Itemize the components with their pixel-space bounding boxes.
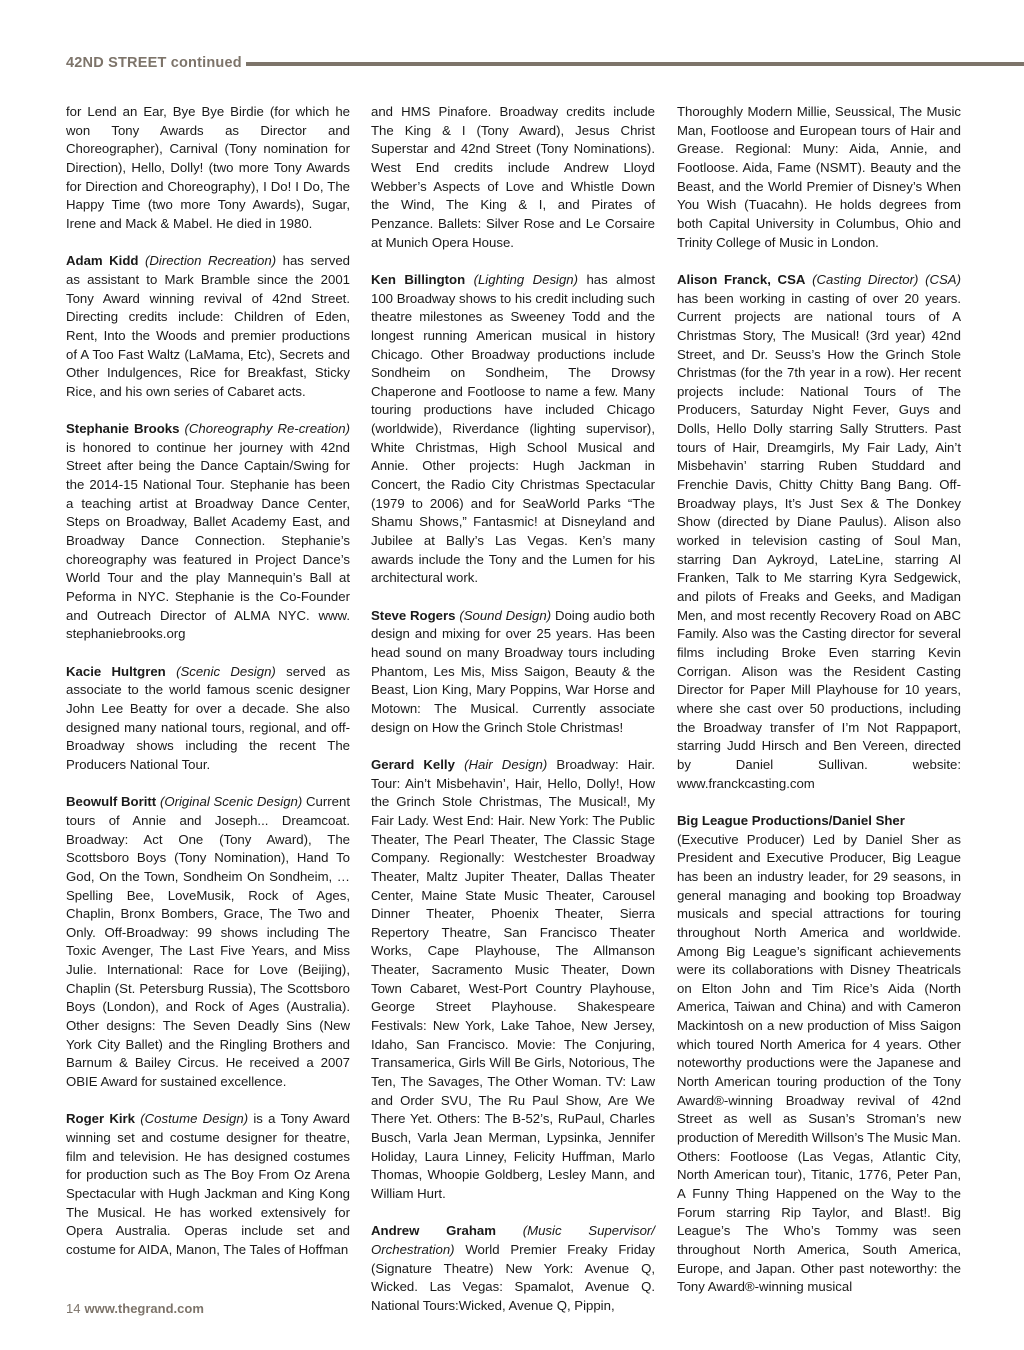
page-footer bbox=[66, 1301, 204, 1316]
bio-paragraph bbox=[677, 271, 961, 793]
bio-role: (Direction Recreation) bbox=[145, 253, 277, 269]
bio-paragraph bbox=[371, 271, 655, 588]
bio-text: Current tours of Annie and Joseph... Dreamcoat. Broadway: Act One (Tony Award), The Scottsboro Boys (Tony Nomination), Hand To God, On the Town, Sondheim On Sondheim, …Spelling Bee, LoveMusik, Rock of Ages, Chaplin, Bronx Bombers, Grace, The Two and Only. Off-Broadway: 99 shows including The Toxic Avenger, The Last Five Years, and Miss Julie. International: Race for Love (Beijing), Chaplin (St. Petersburg Russia), The Scottsboro Boys (London), and Rock of Ages (Australia). Other designs: The Seven Deadly Sins (New York City Ballet) and the Ringling Brothers and Barnum & Bailey Circus. He received a 2007 OBIE Award for sustained excellence. bbox=[66, 794, 351, 1090]
bio-text: has been working in casting of over 20 years. Current projects are national tours of A Christmas Story, The Musical! (3rd year) 42nd Street, and Dr. Seuss’s How the Grinch Stole Christmas (for the 7th year in a row). Her recent projects include: National Tours of The Producers, Saturday Night Fever, Guys and Dolls, Hello Dolly starring Sally Strutters. Past tours of Hair, Dreamgirls, My Fair Lady, Ain’t Misbehavin’ starring Ruben Studdard and Frenchie Davis, Chitty Chitty Bang Bang. Off-Broadway plays, It’s Just Sex & The Donkey Show (directed by Diane Paulus). Alison also worked in television casting of Soul Man, starring Dan Aykroyd, LateLine, starring Al Franken, Talk to Me starring Kyra Sedgewick, and pilots of Freaks and Geeks, and Madigan Men, and most recently Recovery Road on ABC Family. Also was the Casting director for several films including Broke Even starring Kevin Corrigan. Alison was the Resident Casting Director for Paper Mill Playhouse for 10 years, where she cast over 50 productions, including the Broadway transfer of I’m Not Rappaport, starring Judd Hirsch and Ben Vereen, directed by Daniel Sullivan. website: www.franckcasting.com bbox=[677, 290, 961, 791]
bio-role: (Choreography Re-creation) bbox=[184, 421, 351, 437]
bio-role: (Costume Design) bbox=[140, 1111, 249, 1127]
bio-name: Ken Billington bbox=[371, 271, 466, 287]
header-rule bbox=[246, 62, 1024, 66]
text-column-3 bbox=[677, 103, 961, 1295]
bio-paragraph bbox=[66, 793, 350, 1092]
bio-text: has served as assistant to Mark Bramble since the 2001 Tony Award winning revival of 42nd Street. Directing credits include: Children of Eden, Rent, Into the Woods and premier productions of A Too Fast Waltz (LaMama, Etc), Secrets and Other Indulgences, Rice for Breakfast, Sticky Rice, and his own series of Cabaret acts. bbox=[66, 253, 351, 399]
bio-role: (Hair Design) bbox=[464, 756, 548, 772]
bio-role: (Music Supervisor/ Orchestration) bbox=[371, 1223, 655, 1257]
bio-paragraph bbox=[66, 420, 350, 644]
bio-role: (Lighting Design) bbox=[473, 271, 579, 287]
page-number: 14 bbox=[66, 1301, 81, 1316]
bio-name: Steve Rogers bbox=[371, 607, 456, 623]
bio-paragraph: and HMS Pinafore. Broadway credits include The King & I (Tony Award), Jesus Christ Superstar and 42nd Street (Tony Nominations). West End credits include Andrew Lloyd Webber’s Aspects of Love and Whistle Down the Wind, The King & I, and Pirates of Penzance. Ballets: Silver Rose and Le Corsaire at Munich Opera House. bbox=[371, 104, 655, 250]
bio-role: (Casting Director) (CSA) bbox=[812, 271, 961, 287]
bio-role: (Scenic Design) bbox=[176, 663, 276, 679]
bio-paragraph bbox=[371, 1222, 655, 1315]
text-column-2 bbox=[371, 103, 656, 1313]
bio-name: Alison Franck, CSA bbox=[677, 271, 806, 287]
bio-text: is a Tony Award winning set and costume designer for theatre, film and television. He has designed costumes for production such as The Boy From Oz Arena Spectacular with Hugh Jackman and King Kong The Musical. He has worked extensively for Opera Australia. Operas include set and costume for AIDA, Manon, The Tales of Hoffman bbox=[66, 1111, 350, 1257]
bio-paragraph bbox=[66, 1110, 350, 1259]
bio-text: served as associate to the world famous scenic designer John Lee Beatty for over a decade. She also designed many national tours, regional, and off-Broadway shows including the recent The Producers National Tour. bbox=[66, 663, 350, 772]
bio-role: (Sound Design) bbox=[459, 607, 552, 623]
bio-paragraph: Thoroughly Modern Millie, Seussical, The Music Man, Footloose and European tours of Hair and Grease. Regional: Muny: Aida, Annie, and Footloose. Aida, Fame (NSMT). Beauty and the Beast, and the World Premier of Disney’s When You Wish (Tuacahn). He holds degrees from both Capital University in Columbus, Ohio and Trinity College of Music in London. bbox=[677, 104, 961, 250]
bio-paragraph: for Lend an Ear, Bye Bye Birdie (for which he won Tony Awards as Director and Choreographer), Carnival (Tony nomination for Direction), Hello, Dolly! (two more Tony Awards for Direction and Choreography), I Do! I Do, The Happy Time (two more Tony Awards), Sugar, Irene and Mack & Mabel. He died in 1980. bbox=[66, 104, 350, 231]
bio-name: Kacie Hultgren bbox=[66, 663, 166, 679]
bio-paragraph bbox=[66, 252, 350, 401]
bio-name: Roger Kirk bbox=[66, 1111, 135, 1127]
text-column-1 bbox=[66, 103, 350, 1283]
bio-name: Gerard Kelly bbox=[371, 756, 455, 772]
bio-text: has almost 100 Broadway shows to his credit including such theatre milestones as Sweeney Todd and the longest running American musical in history Chicago. Other Broadway productions include Sondheim on Sondheim, The Drowsy Chaperone and Footloose to name a few. Many touring productions have included Chicago (worldwide), Riverdance (lighting supervisor), White Christmas, High School Musical and Annie. Other projects: Hugh Jackman in Concert, the Radio City Christmas Spectacular (1979 to 2006) and for SeaWorld Parks “The Shamu Shows,” Fantasmic! at Disneyland and Jubilee at Bally’s Las Vegas. Ken’s many awards include the Tony and the Lumen for his architectural work. bbox=[371, 271, 655, 586]
bio-text: (Executive Producer) Led by Daniel Sher as President and Executive Producer, Big League has been an industry leader, for 29 seasons, in general managing and booking top Broadway musicals and special attractions for touring throughout North America and worldwide. Among Big League’s significant achievements were its collaborations with Disney Theatricals on Elton John and Tim Rice’s Aida (North America, Taiwan and China) and with Cameron Mackintosh on a new production of Miss Saigon which toured North America for 4 years. Other noteworthy productions were the Japanese and North American touring production of the Tony Award®-winning Broadway revival of 42nd Street as well as Susan’s Stroman’s new production of Meredith Willson’s The Music Man. Others: Footloose (Las Vegas, Atlantic City, North American tour), Titanic, 1776, Peter Pan, A Funny Thing Happened on the Way to the Forum starring Rip Taylor, and Blast!. Big League’s The Who’s Tommy was seen throughout North America, South America, Europe, and Japan. Other past noteworthy: the Tony Award®-winning musical bbox=[677, 831, 961, 1295]
bio-paragraph bbox=[66, 663, 350, 775]
website-link[interactable]: www.thegrand.com bbox=[84, 1301, 204, 1316]
bio-name: Stephanie Brooks bbox=[66, 421, 180, 437]
bio-paragraph bbox=[371, 607, 655, 738]
page-header bbox=[66, 52, 1024, 76]
bio-name: Adam Kidd bbox=[66, 253, 139, 269]
bio-text: Broadway: Hair. Tour: Ain’t Misbehavin’, Hair, Hello, Dolly!, How the Grinch Stole Christmas, The Musical!, My Fair Lady. West End: Hair. New York: The Public Theater, The Pearl Theater, The Classic Stage Company. Regionally: Westchester Broadway Theater, Maltz Jupiter Theater, Dallas Theater Center, Maine State Music Theater, Carousel Dinner Theater, Phoenix Theater, Sierra Repertory Theatre, San Francisco Theater Works, Cape Playhouse, The Allmanson Theater, Sacramento Music Theater, Down Town Cabaret, West-Port Country Playhouse, George Street Playhouse. Shakespeare Festivals: New York, Lake Tahoe, New Jersey, Idaho, San Francisco. Movie: The Conjuring, Transamerica, Girls Will Be Girls, Notorious, The Ten, The Savages, The Other Woman. TV: Law and Order SVU, The Ru Paul Show, Are We There Yet. Others: The B-52’s, RuPaul, Charles Busch, Varla Jean Merman, Lypsinka, Jennifer Holiday, Laura Linney, Felicity Huffman, Marlo Thomas, Whoopie Goldberg, Lesley Mann, and William Hurt. bbox=[371, 756, 655, 1202]
bio-text: World Premier Freaky Friday (Signature Theatre) New York: Avenue Q, Wicked. Las Vegas: Spamalot, Avenue Q. National Tours:Wicked, Avenue Q, Pippin, bbox=[371, 1241, 655, 1313]
bio-name: Beowulf Boritt bbox=[66, 794, 157, 810]
bio-role: (Original Scenic Design) bbox=[159, 794, 303, 810]
bio-text: Doing audio both design and mixing for over 25 years. Has been head sound on many Broadway tours including Phantom, Les Mis, Miss Saigon, Beauty & the Beast, Lion King, Mary Poppins, War Horse and Motown: The Musical. Currently associate design on How the Grinch Stole Christmas! bbox=[371, 607, 656, 735]
section-title: 42ND STREET continued bbox=[66, 55, 242, 71]
bio-name: Big League Productions/Daniel Sher bbox=[677, 812, 905, 828]
bio-name: Andrew Graham bbox=[371, 1223, 496, 1239]
bio-paragraph bbox=[371, 756, 655, 1204]
bio-text: is honored to continue her journey with 42nd Street after being the Dance Captain/Swing for the 2014-15 National Tour. Stephanie has been a teaching artist at Broadway Dance Center, Steps on Broadway, Ballet Academy East, and Broadway Dance Connection. Stephanie’s choreography was featured in Project Dance’s World Tour and the play Mannequin’s Ball at Peforma in NYC. Stephanie is the Co-Founder and Outreach Director of ALMA NYC. www. stephaniebrooks.org bbox=[66, 439, 350, 642]
bio-paragraph bbox=[677, 812, 961, 1297]
